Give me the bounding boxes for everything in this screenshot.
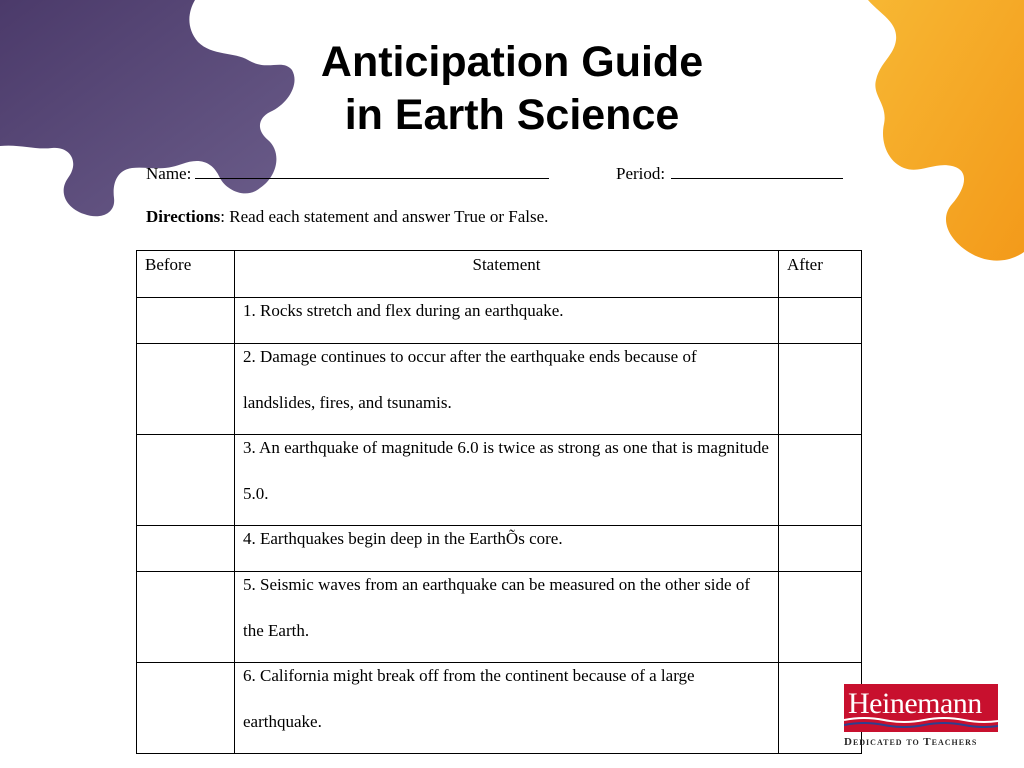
header-before: Before xyxy=(137,251,235,298)
after-cell[interactable] xyxy=(779,344,862,435)
anticipation-table xyxy=(136,250,862,754)
statement-cell xyxy=(235,663,779,754)
before-cell[interactable] xyxy=(137,526,235,572)
before-cell[interactable] xyxy=(137,298,235,344)
title-line-2: in Earth Science xyxy=(344,91,680,139)
title-line-1: Anticipation Guide xyxy=(320,38,704,86)
table-row xyxy=(137,435,862,526)
header-statement: Statement xyxy=(235,251,779,298)
directions-label: Directions xyxy=(146,207,221,226)
before-cell[interactable] xyxy=(137,663,235,754)
statement-text: 2. Damage continues to occur after the earthquake ends because of landslides, fires, and tsunamis. xyxy=(243,347,697,412)
logo-tagline: Dedicated to Teachers xyxy=(844,736,978,748)
statement-text: 5. Seismic waves from an earthquake can be measured on the other side of the Earth. xyxy=(243,575,750,640)
table-row xyxy=(137,344,862,435)
statement-cell xyxy=(235,572,779,663)
after-cell[interactable] xyxy=(779,572,862,663)
wave-icon xyxy=(844,716,998,728)
period-field-row xyxy=(616,162,843,184)
before-cell[interactable] xyxy=(137,572,235,663)
statement-text: 1. Rocks stretch and flex during an earthquake. xyxy=(243,301,564,320)
logo-wordmark: Heinemann xyxy=(848,687,982,720)
after-cell[interactable] xyxy=(779,298,862,344)
before-cell[interactable] xyxy=(137,435,235,526)
heinemann-logo xyxy=(844,684,998,748)
directions xyxy=(146,207,548,227)
name-label: Name: xyxy=(146,164,192,183)
statement-text: 6. California might break off from the continent because of a large earthquake. xyxy=(243,666,695,731)
table-row xyxy=(137,663,862,754)
period-label: Period: xyxy=(616,164,666,183)
before-cell[interactable] xyxy=(137,344,235,435)
table-row xyxy=(137,572,862,663)
statement-text: 4. Earthquakes begin deep in the EarthÕs core. xyxy=(243,529,563,548)
statement-cell xyxy=(235,435,779,526)
statement-text: 3. An earthquake of magnitude 6.0 is twice as strong as one that is magnitude 5.0. xyxy=(243,438,769,503)
name-blank-line[interactable] xyxy=(195,162,549,179)
period-blank-line[interactable] xyxy=(671,162,843,179)
logo-badge xyxy=(844,684,998,732)
page-title xyxy=(212,36,812,142)
header-after: After xyxy=(779,251,862,298)
after-cell[interactable] xyxy=(779,526,862,572)
after-cell[interactable] xyxy=(779,435,862,526)
orange-puzzle-piece xyxy=(868,0,1024,261)
statement-cell xyxy=(235,344,779,435)
directions-text: : Read each statement and answer True or False. xyxy=(220,207,549,226)
name-field-row xyxy=(146,162,549,184)
